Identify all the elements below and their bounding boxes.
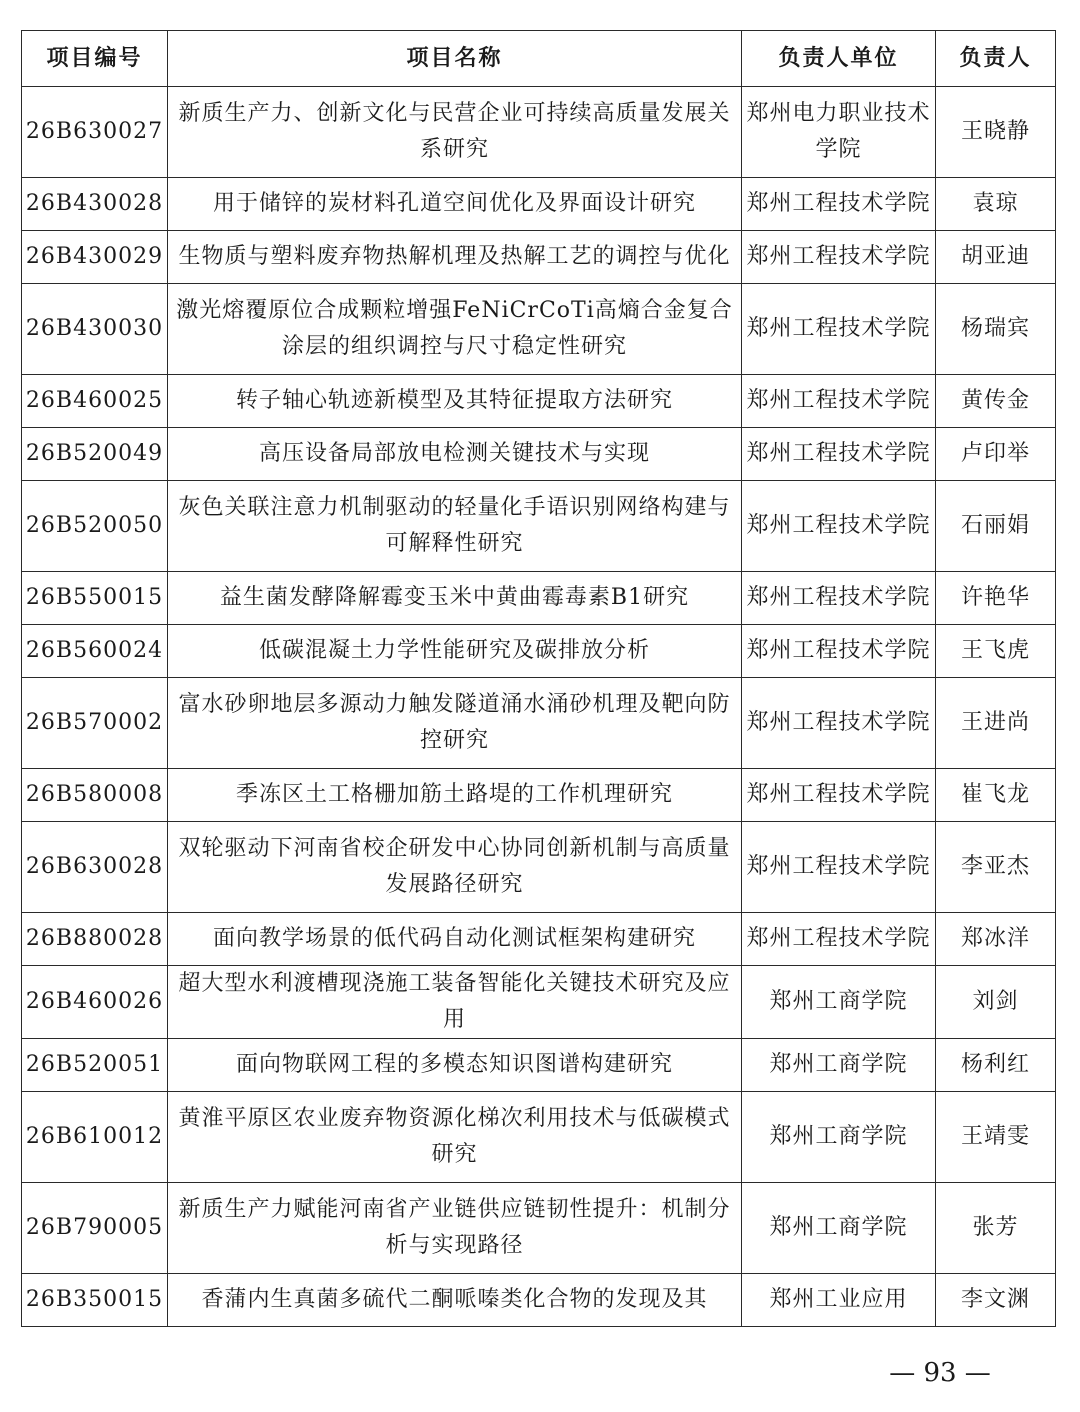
project-person: 李亚杰	[936, 822, 1056, 913]
project-id: 26B550015	[22, 572, 168, 625]
project-unit: 郑州工商学院	[742, 966, 936, 1039]
project-unit: 郑州工商学院	[742, 1183, 936, 1274]
project-person: 王晓静	[936, 87, 1056, 178]
project-person: 张芳	[936, 1183, 1056, 1274]
header-unit: 负责人单位	[742, 31, 936, 87]
project-name: 高压设备局部放电检测关键技术与实现	[168, 428, 742, 481]
table-row	[22, 178, 1056, 231]
project-id: 26B630028	[22, 822, 168, 913]
project-person: 胡亚迪	[936, 231, 1056, 284]
project-id: 26B880028	[22, 913, 168, 966]
project-table	[21, 30, 1056, 1327]
project-id: 26B610012	[22, 1092, 168, 1183]
project-name: 灰色关联注意力机制驱动的轻量化手语识别网络构建与可解释性研究	[168, 481, 742, 572]
table-row	[22, 1274, 1056, 1327]
project-unit: 郑州电力职业技术学院	[742, 87, 936, 178]
project-id: 26B430029	[22, 231, 168, 284]
table-row	[22, 87, 1056, 178]
project-unit: 郑州工商学院	[742, 1039, 936, 1092]
project-name: 用于储锌的炭材料孔道空间优化及界面设计研究	[168, 178, 742, 231]
table-row	[22, 966, 1056, 1039]
header-person: 负责人	[936, 31, 1056, 87]
project-name: 香蒲内生真菌多硫代二酮哌嗪类化合物的发现及其	[168, 1274, 742, 1327]
project-unit: 郑州工程技术学院	[742, 769, 936, 822]
project-name: 益生菌发酵降解霉变玉米中黄曲霉毒素B1研究	[168, 572, 742, 625]
table-row	[22, 375, 1056, 428]
project-name: 低碳混凝土力学性能研究及碳排放分析	[168, 625, 742, 678]
project-id: 26B520051	[22, 1039, 168, 1092]
project-id: 26B570002	[22, 678, 168, 769]
project-id: 26B790005	[22, 1183, 168, 1274]
project-unit: 郑州工程技术学院	[742, 481, 936, 572]
project-person: 杨利红	[936, 1039, 1056, 1092]
project-unit: 郑州工程技术学院	[742, 678, 936, 769]
project-name: 双轮驱动下河南省校企研发中心协同创新机制与高质量发展路径研究	[168, 822, 742, 913]
table-row	[22, 231, 1056, 284]
table-header-row	[22, 31, 1056, 87]
project-person: 郑冰洋	[936, 913, 1056, 966]
project-id: 26B630027	[22, 87, 168, 178]
project-person: 刘剑	[936, 966, 1056, 1039]
project-name: 新质生产力、创新文化与民营企业可持续高质量发展关系研究	[168, 87, 742, 178]
project-name: 面向物联网工程的多模态知识图谱构建研究	[168, 1039, 742, 1092]
project-id: 26B350015	[22, 1274, 168, 1327]
project-person: 杨瑞宾	[936, 284, 1056, 375]
project-person: 崔飞龙	[936, 769, 1056, 822]
project-name: 激光熔覆原位合成颗粒增强FeNiCrCoTi高熵合金复合涂层的组织调控与尺寸稳定性研究	[168, 284, 742, 375]
table-row	[22, 625, 1056, 678]
header-project-name: 项目名称	[168, 31, 742, 87]
project-person: 许艳华	[936, 572, 1056, 625]
header-project-id: 项目编号	[22, 31, 168, 87]
table-row	[22, 428, 1056, 481]
project-unit: 郑州工程技术学院	[742, 284, 936, 375]
project-person: 王飞虎	[936, 625, 1056, 678]
project-name: 黄淮平原区农业废弃物资源化梯次利用技术与低碳模式研究	[168, 1092, 742, 1183]
project-person: 卢印举	[936, 428, 1056, 481]
project-name: 富水砂卵地层多源动力触发隧道涌水涌砂机理及靶向防控研究	[168, 678, 742, 769]
project-unit: 郑州工程技术学院	[742, 572, 936, 625]
project-name: 超大型水利渡槽现浇施工装备智能化关键技术研究及应用	[168, 966, 742, 1039]
table-row	[22, 1092, 1056, 1183]
table-row	[22, 769, 1056, 822]
table-row	[22, 822, 1056, 913]
project-unit: 郑州工程技术学院	[742, 625, 936, 678]
project-name: 季冻区土工格栅加筋土路堤的工作机理研究	[168, 769, 742, 822]
table-row	[22, 481, 1056, 572]
table-row	[22, 284, 1056, 375]
table-row	[22, 572, 1056, 625]
project-name: 生物质与塑料废弃物热解机理及热解工艺的调控与优化	[168, 231, 742, 284]
project-person: 石丽娟	[936, 481, 1056, 572]
project-id: 26B460026	[22, 966, 168, 1039]
project-id: 26B430030	[22, 284, 168, 375]
project-id: 26B460025	[22, 375, 168, 428]
project-name: 新质生产力赋能河南省产业链供应链韧性提升：机制分析与实现路径	[168, 1183, 742, 1274]
project-person: 王进尚	[936, 678, 1056, 769]
project-unit: 郑州工程技术学院	[742, 375, 936, 428]
project-id: 26B430028	[22, 178, 168, 231]
project-name: 转子轴心轨迹新模型及其特征提取方法研究	[168, 375, 742, 428]
project-id: 26B560024	[22, 625, 168, 678]
project-unit: 郑州工程技术学院	[742, 428, 936, 481]
project-id: 26B520049	[22, 428, 168, 481]
project-person: 黄传金	[936, 375, 1056, 428]
project-unit: 郑州工程技术学院	[742, 178, 936, 231]
project-person: 袁琼	[936, 178, 1056, 231]
table-row	[22, 1183, 1056, 1274]
page-number: — 93 —	[889, 1358, 991, 1388]
project-person: 王靖雯	[936, 1092, 1056, 1183]
project-unit: 郑州工程技术学院	[742, 231, 936, 284]
project-person: 李文渊	[936, 1274, 1056, 1327]
project-unit: 郑州工程技术学院	[742, 913, 936, 966]
project-unit: 郑州工商学院	[742, 1092, 936, 1183]
project-id: 26B580008	[22, 769, 168, 822]
table-row	[22, 913, 1056, 966]
project-unit: 郑州工程技术学院	[742, 822, 936, 913]
project-name: 面向教学场景的低代码自动化测试框架构建研究	[168, 913, 742, 966]
table-row	[22, 678, 1056, 769]
project-unit: 郑州工业应用	[742, 1274, 936, 1327]
table-row	[22, 1039, 1056, 1092]
project-id: 26B520050	[22, 481, 168, 572]
